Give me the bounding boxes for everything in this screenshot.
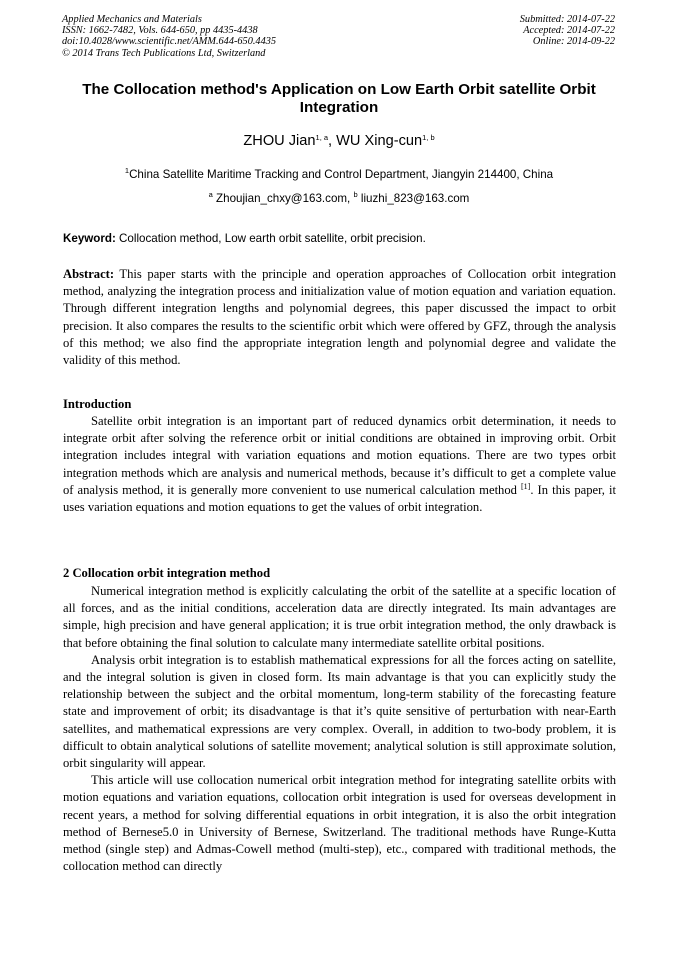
- section-2-paragraph-2: Analysis orbit integration is to establish mathematical expressions for all the forces acting on satellite, and the integral solution is given in closed form. Its main advantage is that you can explicitly study the relationship between the subject and the orbital momentum, long-term stability of the forecasting feature state and improvement of orbit; its disadvantage is that it’s quite sensitive of perturbation with near-Earth satellites, and mathematical expressions are very complex. Overall, in addition to two-body problem, it is difficult to obtain analytical solutions of satellite movement; analytical solution is still approximate solution, orbit singularity will appear.: [63, 652, 616, 771]
- keywords-text: Collocation method, Low earth orbit satellite, orbit precision.: [115, 232, 426, 245]
- affiliation-mark: 1: [124, 166, 130, 175]
- affiliation-text: China Satellite Maritime Tracking and Control Department, Jiangyin 214400, China: [129, 168, 554, 181]
- intro-text-after-ref: . In this paper, it uses variation equations and motion equations to get the values of orbit integration.: [63, 482, 616, 515]
- citation-ref: [1]: [521, 481, 531, 491]
- author-1-name: ZHOU Jian: [243, 133, 316, 149]
- author-list: [0, 132, 678, 150]
- online-date: Online: 2014-09-22: [532, 36, 615, 48]
- section-2-paragraph-1: Numerical integration method is explicitly calculating the orbit of the satellite at a specific location of all forces, and as the initial conditions, acceleration data are directly integrated. Its main advantages are simple, high precision and have general application; it is true orbit integration method, the only drawback is that before obtaining the final solution to calculate many intermediate satellite orbital positions.: [63, 584, 616, 650]
- journal-doi: doi:10.4028/www.scientific.net/AMM.644-650.4435: [62, 36, 277, 48]
- title-line-1: The Collocation method's Application on Low Earth Orbit satellite Orbit: [82, 81, 596, 98]
- section-2-body: [63, 583, 616, 875]
- author-2-name: WU Xing-cun: [336, 133, 423, 149]
- author-1-affil-mark: 1, a: [315, 133, 329, 142]
- paper-title: [40, 81, 638, 118]
- author-emails: [0, 192, 678, 206]
- abstract-paragraph: [63, 266, 616, 369]
- section-2-heading: 2 Collocation orbit integration method: [63, 566, 271, 580]
- introduction-paragraph: [63, 413, 616, 516]
- author-2-affil-mark: 1, b: [422, 133, 435, 142]
- journal-copyright: © 2014 Trans Tech Publications Ltd, Switzerland: [62, 47, 266, 59]
- publication-dates: [520, 14, 615, 48]
- affiliation: [0, 168, 678, 182]
- journal-name: Applied Mechanics and Materials: [62, 14, 202, 25]
- email-b: liuzhi_823@163.com: [357, 192, 470, 205]
- email-a-mark: a: [208, 190, 213, 199]
- journal-info: [62, 14, 276, 59]
- keywords: [63, 232, 616, 246]
- journal-issn: ISSN: 1662-7482, Vols. 644-650, pp 4435-4438: [62, 25, 258, 37]
- email-b-mark: b: [353, 190, 358, 199]
- title-line-2: Integration: [299, 99, 379, 117]
- introduction-body: [63, 413, 616, 516]
- accepted-date: Accepted: 2014-07-22: [523, 25, 615, 37]
- introduction-heading: Introduction: [63, 397, 132, 411]
- intro-text-before-ref: Satellite orbit integration is an important part of reduced dynamics orbit determination, it needs to integrate orbit after solving the reference orbit or initial conditions are obtained in improving orbit. Orbit integration includes integral with variation equations and motion equations. There are two types orbit integration methods which are analysis and numerical methods, because it’s difficult to get a complete value of analysis method, it is generally more convenient to use numerical calculation method: [63, 414, 616, 497]
- author-separator: ,: [328, 133, 337, 149]
- keywords-label: Keyword:: [63, 232, 116, 245]
- section-2-paragraph-3: This article will use collocation numerical orbit integration method for integrating satellite orbits with motion equations and variation equations, collocation orbit integration is used for overseas development in recent years, a method for solving differential equations in orbit integration, it is also the orbit integration method of Bernese5.0 in University of Bernese, Switzerland. The traditional methods have Runge-Kutta method (single step) and Admas-Cowell method (multi-step), etc., compared with traditional methods, the collocation method can directly: [63, 773, 616, 874]
- abstract-label: Abstract:: [63, 267, 115, 281]
- abstract: [63, 266, 616, 369]
- email-a: Zhoujian_chxy@163.com,: [212, 192, 354, 205]
- abstract-text: This paper starts with the principle and operation approaches of Collocation orbit integration method, analyzing the integration process and initialization value of motion equation and variation equation. Through different integration lengths and polynomial degrees, this paper discussed the impact to orbit precision. It also compares the results to the scientific orbit which were offered by GFZ, through the analysis of this method; we also find the appropriate integration length and polynomial degree and validate the validity of this method.: [63, 267, 616, 368]
- submitted-date: Submitted: 2014-07-22: [519, 14, 615, 25]
